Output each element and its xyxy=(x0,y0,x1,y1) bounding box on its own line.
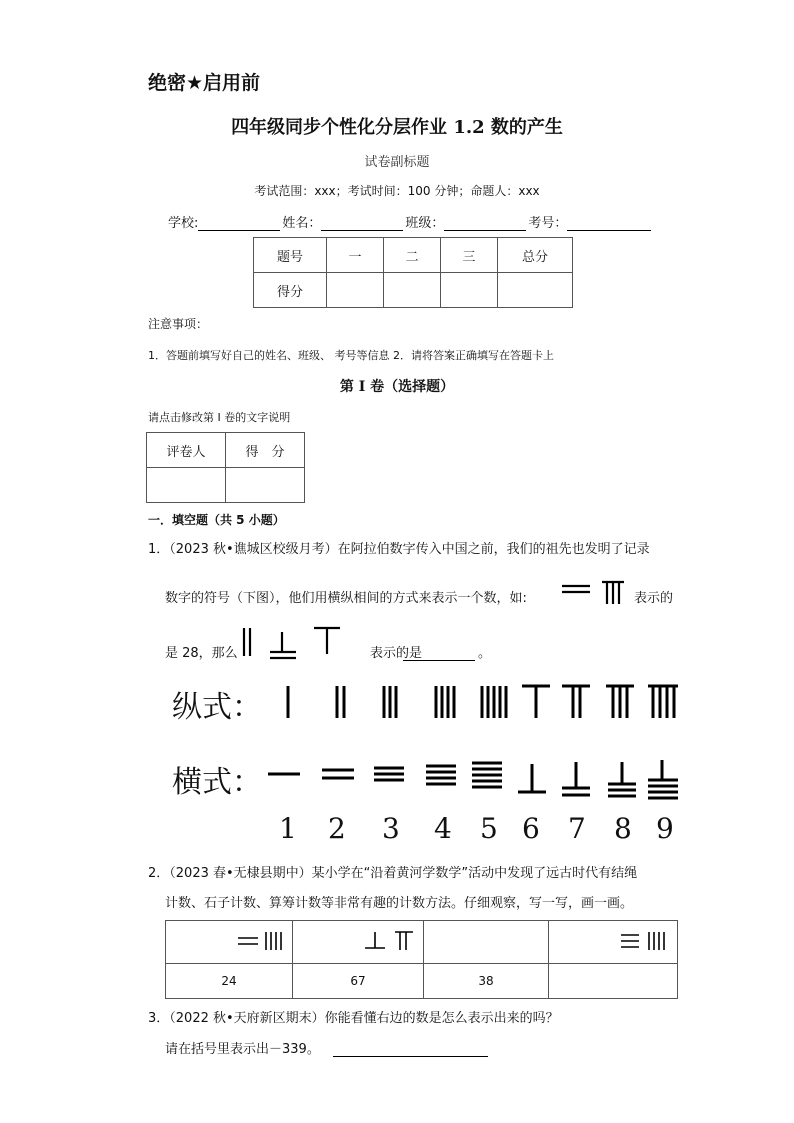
q2-rod-cell xyxy=(166,921,293,964)
vertical-rod-5 xyxy=(482,686,506,718)
school-blank[interactable] xyxy=(198,216,280,231)
rod-digit: 6 xyxy=(522,812,540,845)
rod-example-28 xyxy=(558,578,632,606)
score-header-cell: 三 xyxy=(441,238,498,273)
rod-24 xyxy=(232,929,292,953)
q1-line3-end: 。 xyxy=(478,646,492,661)
score-header-cell: 总分 xyxy=(498,238,573,273)
horizontal-rod-8 xyxy=(608,762,636,796)
q1-line3: 是 28，那么 xyxy=(165,646,238,661)
grader-score-cell[interactable] xyxy=(226,468,305,503)
score-cell[interactable] xyxy=(441,273,498,308)
vertical-rod-3 xyxy=(384,686,396,718)
rod-digit: 1 xyxy=(279,812,297,845)
grader-score-label: 得 分 xyxy=(226,433,305,468)
score-row-label: 得分 xyxy=(254,273,327,308)
horizontal-rod-2 xyxy=(322,770,354,778)
page-title: 四年级同步个性化分层作业 1.2 数的产生 xyxy=(231,117,563,138)
vertical-rod-9 xyxy=(648,686,678,718)
score-cell[interactable] xyxy=(327,273,384,308)
q2-rod-cell xyxy=(293,921,424,964)
vertical-rod-8 xyxy=(606,686,634,718)
rod-3-9 xyxy=(617,929,677,953)
rod-digit: 5 xyxy=(480,812,498,845)
q2-value-cell: 24 xyxy=(166,964,293,999)
part1-description: 请点击修改第 I 卷的文字说明 xyxy=(148,411,291,424)
q2-answer-cell[interactable] xyxy=(549,964,678,999)
exam-id-blank[interactable] xyxy=(567,216,651,231)
secret-label: 绝密★启用前 xyxy=(148,72,261,94)
score-cell[interactable] xyxy=(384,273,441,308)
part1-title: 第 I 卷（选择题） xyxy=(339,379,455,395)
q1-line1: 1．（2023 秋•谯城区校级月考）在阿拉伯数字传入中国之前，我们的祖先也发明了记录 xyxy=(148,542,650,557)
grader-table xyxy=(146,432,305,503)
horizontal-rod-4 xyxy=(426,766,456,784)
rod-question-number xyxy=(240,622,370,662)
notice-heading: 注意事项： xyxy=(148,317,209,331)
score-header-cell: 一 xyxy=(327,238,384,273)
grader-label: 评卷人 xyxy=(147,433,226,468)
horizontal-rod-7 xyxy=(562,762,590,795)
rod-digit: 7 xyxy=(568,812,586,845)
horizontal-form-label: 横式： xyxy=(172,765,262,800)
horizontal-rod-6 xyxy=(518,764,546,792)
grader-cell[interactable] xyxy=(147,468,226,503)
score-cell[interactable] xyxy=(498,273,573,308)
q3-line1: 3．（2022 秋•天府新区期末）你能看懂右边的数是怎么表示出来的吗？ xyxy=(148,1011,559,1026)
exam-info: 考试范围：xxx；考试时间：100 分钟；命题人：xxx xyxy=(254,184,540,198)
q1-answer-blank[interactable] xyxy=(403,646,475,661)
rod-digit: 9 xyxy=(656,812,674,845)
class-blank[interactable] xyxy=(444,216,526,231)
name-blank[interactable] xyxy=(321,216,403,231)
q2-line2: 计数、石子计数、算筹计数等非常有趣的计数方法。仔细观察，写一写，画一画。 xyxy=(165,896,634,911)
rod-numeral-chart xyxy=(260,680,700,810)
rod-67 xyxy=(361,929,423,953)
vertical-rod-2 xyxy=(337,686,344,718)
vertical-rod-6 xyxy=(522,686,550,718)
horizontal-rod-9 xyxy=(648,760,678,798)
q1-line2: 数字的符号（下图），他们用横纵相间的方式来表示一个数，如: xyxy=(165,591,527,606)
q3-line2: 请在括号里表示出－339。 xyxy=(165,1042,320,1057)
q2-table xyxy=(165,920,678,999)
page-subtitle: 试卷副标题 xyxy=(364,155,430,170)
rod-digit: 2 xyxy=(328,812,346,845)
score-header-cell: 题号 xyxy=(254,238,327,273)
q2-value-cell: 38 xyxy=(424,964,549,999)
section1-heading: 一．填空题（共 5 小题） xyxy=(148,513,285,527)
class-label: 班级： xyxy=(405,216,445,231)
exam-id-label: 考号： xyxy=(528,216,568,231)
horizontal-rod-5 xyxy=(472,763,502,787)
q1-line2-tail: 表示的 xyxy=(634,591,674,606)
notice-line: 1．答题前填写好自己的姓名、班级、 考号等信息 2．请将答案正确填写在答题卡上 xyxy=(148,349,554,362)
q2-rod-cell xyxy=(549,921,678,964)
q2-value-cell: 67 xyxy=(293,964,424,999)
q2-draw-cell[interactable] xyxy=(424,921,549,964)
vertical-rod-7 xyxy=(562,686,590,718)
q3-answer-blank[interactable] xyxy=(333,1042,488,1057)
rod-digit: 3 xyxy=(382,812,400,845)
vertical-rod-4 xyxy=(436,686,454,718)
rod-digit: 4 xyxy=(434,812,452,845)
school-label: 学校: xyxy=(168,216,199,231)
score-table xyxy=(253,237,573,308)
name-label: 姓名： xyxy=(282,216,322,231)
rod-digit: 8 xyxy=(614,812,632,845)
horizontal-rod-3 xyxy=(374,768,404,780)
q2-line1: 2．（2023 春•无棣县期中）某小学在“沿着黄河学数学”活动中发现了远古时代有结绳 xyxy=(148,866,638,881)
q1-line3-mid: 表示的是 xyxy=(370,646,423,661)
score-header-cell: 二 xyxy=(384,238,441,273)
student-info-line xyxy=(168,212,653,231)
vertical-form-label: 纵式： xyxy=(172,690,262,725)
